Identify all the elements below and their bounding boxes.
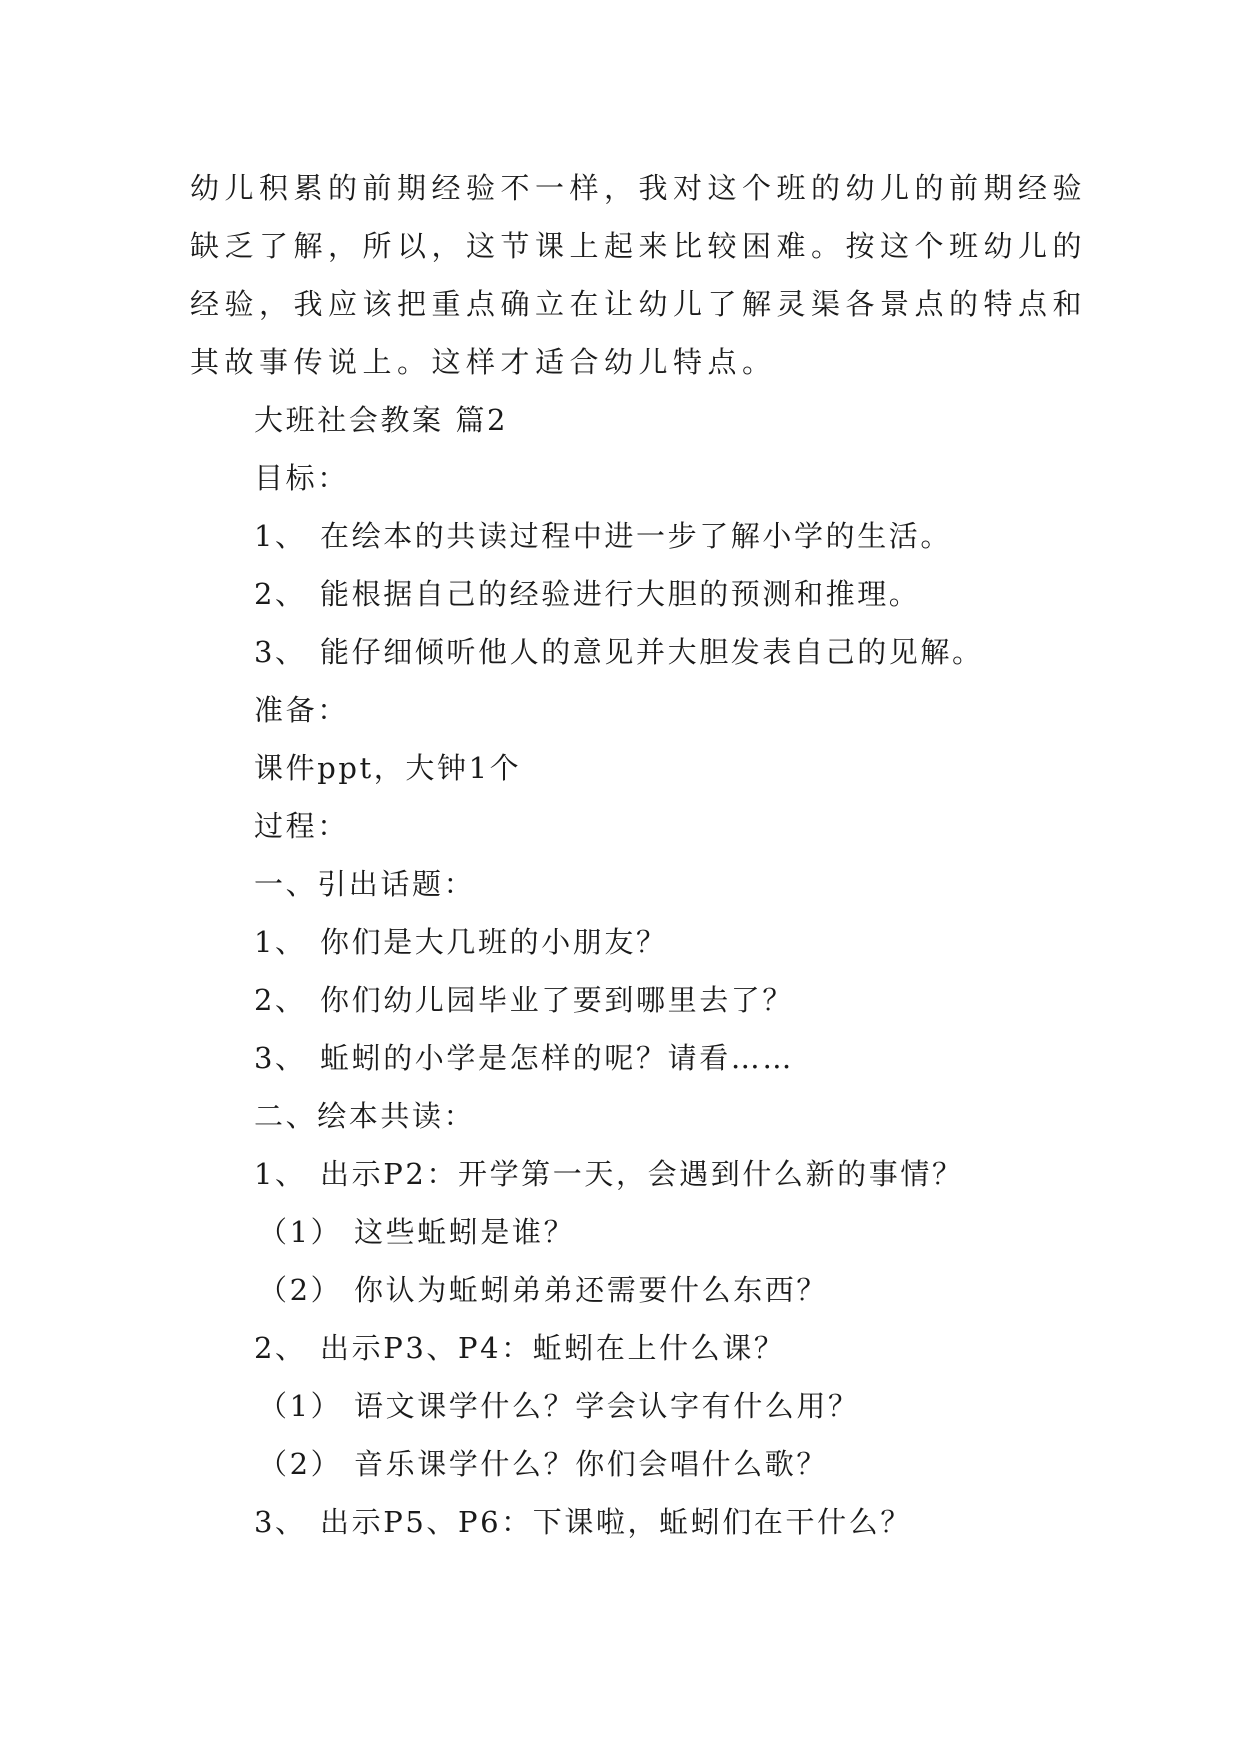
sub-list-text: 语文课学什么？学会认字有什么用？	[354, 1389, 860, 1423]
list-text: 出示P2：开学第一天，会遇到什么新的事情？	[320, 1157, 964, 1191]
list-item	[254, 1038, 794, 1078]
list-number: 2、	[254, 577, 307, 611]
list-item	[254, 922, 668, 962]
prep-label: 准备：	[254, 693, 349, 727]
sub-list-item	[258, 1212, 575, 1252]
sub-list-text: 你认为蚯蚓弟弟还需要什么东西？	[354, 1273, 829, 1307]
list-number: 3、	[254, 635, 307, 669]
sub-list-number: （1）	[258, 1215, 343, 1249]
sub-list-text: 这些蚯蚓是谁？	[354, 1215, 576, 1249]
sub-list-item	[258, 1270, 828, 1310]
list-number: 2、	[254, 983, 307, 1017]
sub-list-item	[258, 1386, 860, 1426]
sub-list-number: （2）	[258, 1447, 343, 1481]
list-number: 3、	[254, 1505, 307, 1539]
list-number: 1、	[254, 925, 307, 959]
list-text: 能仔细倾听他人的意见并大胆发表自己的见解。	[320, 635, 984, 669]
paragraph-line: 其故事传说上。这样才适合幼儿特点。	[190, 345, 777, 379]
list-text: 在绘本的共读过程中进一步了解小学的生活。	[320, 519, 953, 553]
list-text: 蚯蚓的小学是怎样的呢？请看……	[320, 1041, 795, 1075]
list-item	[254, 574, 920, 614]
list-number: 2、	[254, 1331, 307, 1365]
paragraph-line: 经验，我应该把重点确立在让幼儿了解灵渠各景点的特点和	[190, 287, 1088, 321]
process-label: 过程：	[254, 809, 349, 843]
list-text: 出示P3、P4：蚯蚓在上什么课？	[320, 1331, 786, 1365]
prep-text: 课件ppt，大钟1个	[254, 751, 522, 785]
sub-list-number: （2）	[258, 1273, 343, 1307]
goals-label: 目标：	[254, 461, 349, 495]
list-item	[254, 980, 794, 1020]
sub-list-text: 音乐课学什么？你们会唱什么歌？	[354, 1447, 829, 1481]
paragraph-line: 缺乏了解，所以，这节课上起来比较困难。按这个班幼儿的	[190, 229, 1088, 263]
list-item	[254, 516, 952, 556]
list-item	[254, 1154, 964, 1194]
list-text: 你们幼儿园毕业了要到哪里去了？	[320, 983, 795, 1017]
section-heading: 大班社会教案 篇2	[254, 403, 509, 437]
list-item	[254, 1502, 912, 1542]
list-number: 1、	[254, 1157, 307, 1191]
list-text: 能根据自己的经验进行大胆的预测和推理。	[320, 577, 921, 611]
sub-list-item	[258, 1444, 828, 1484]
list-number: 1、	[254, 519, 307, 553]
section-title: 二、绘本共读：	[254, 1099, 476, 1133]
list-text: 你们是大几班的小朋友？	[320, 925, 668, 959]
list-number: 3、	[254, 1041, 307, 1075]
list-text: 出示P5、P6：下课啦，蚯蚓们在干什么？	[320, 1505, 912, 1539]
sub-list-number: （1）	[258, 1389, 343, 1423]
paragraph-line: 幼儿积累的前期经验不一样，我对这个班的幼儿的前期经验	[190, 171, 1088, 205]
list-item	[254, 632, 984, 672]
section-title: 一、引出话题：	[254, 867, 476, 901]
list-item	[254, 1328, 786, 1368]
